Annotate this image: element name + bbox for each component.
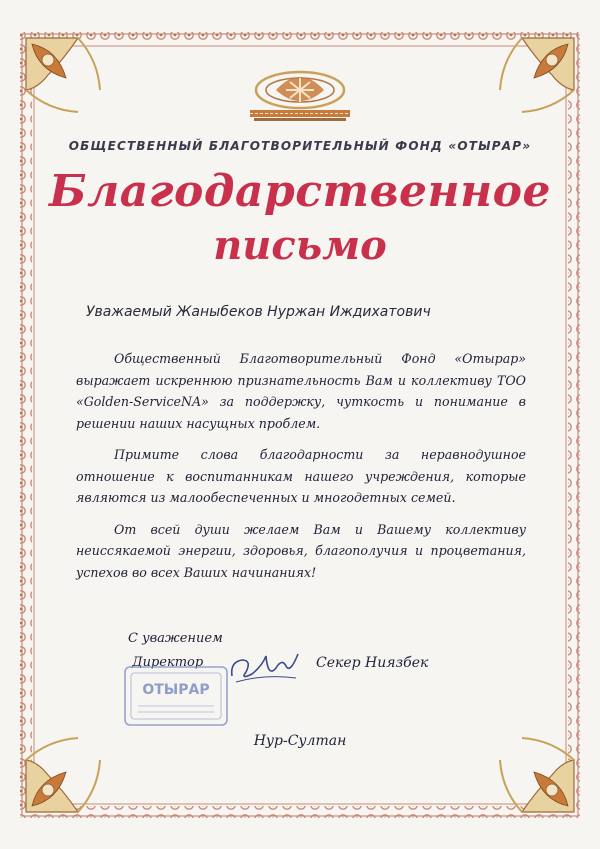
organization-name: ОБЩЕСТВЕННЫЙ БЛАГОТВОРИТЕЛЬНЫЙ ФОНД «ОТЫРАР» [68,139,532,153]
letter-body [76,348,526,593]
signatory-role: Директор [132,655,204,670]
city-name: Нур-Султан [253,733,347,749]
stamp-icon [122,664,230,728]
salutation: Уважаемый Жаныбеков Нуржан Иждихатович [86,304,431,320]
paragraph: Общественный Благотворительный Фонд «Отырар» выражает искреннюю признательность Вам и коллективу ТОО «Golden-ServiceNA» за поддержку, чуткость и понимание в решении наших насущных проблем. [76,351,526,431]
corner-ornament-icon [492,30,582,120]
svg-text:ОТЫРАР: ОТЫРАР [142,682,210,698]
closing-phrase: С уважением [128,631,223,646]
signature-icon [226,644,304,690]
letter-subtitle: письмо [213,222,387,269]
shanyrak-emblem-icon [236,60,364,130]
letter-title: Благодарственное [48,166,551,217]
paragraph: От всей души желаем Вам и Вашему коллективу неиссякаемой энергии, здоровья, благополучия и процветания, успехов во всех Ваших начинаниях! [76,521,526,580]
paragraph: Примите слова благодарности за неравнодушное отношение к воспитанникам нашего учреждения, которые являются из малообеспеченных и многодетных семей. [76,447,526,505]
corner-ornament-icon [18,30,108,120]
signatory-name: Секер Ниязбек [316,655,429,671]
